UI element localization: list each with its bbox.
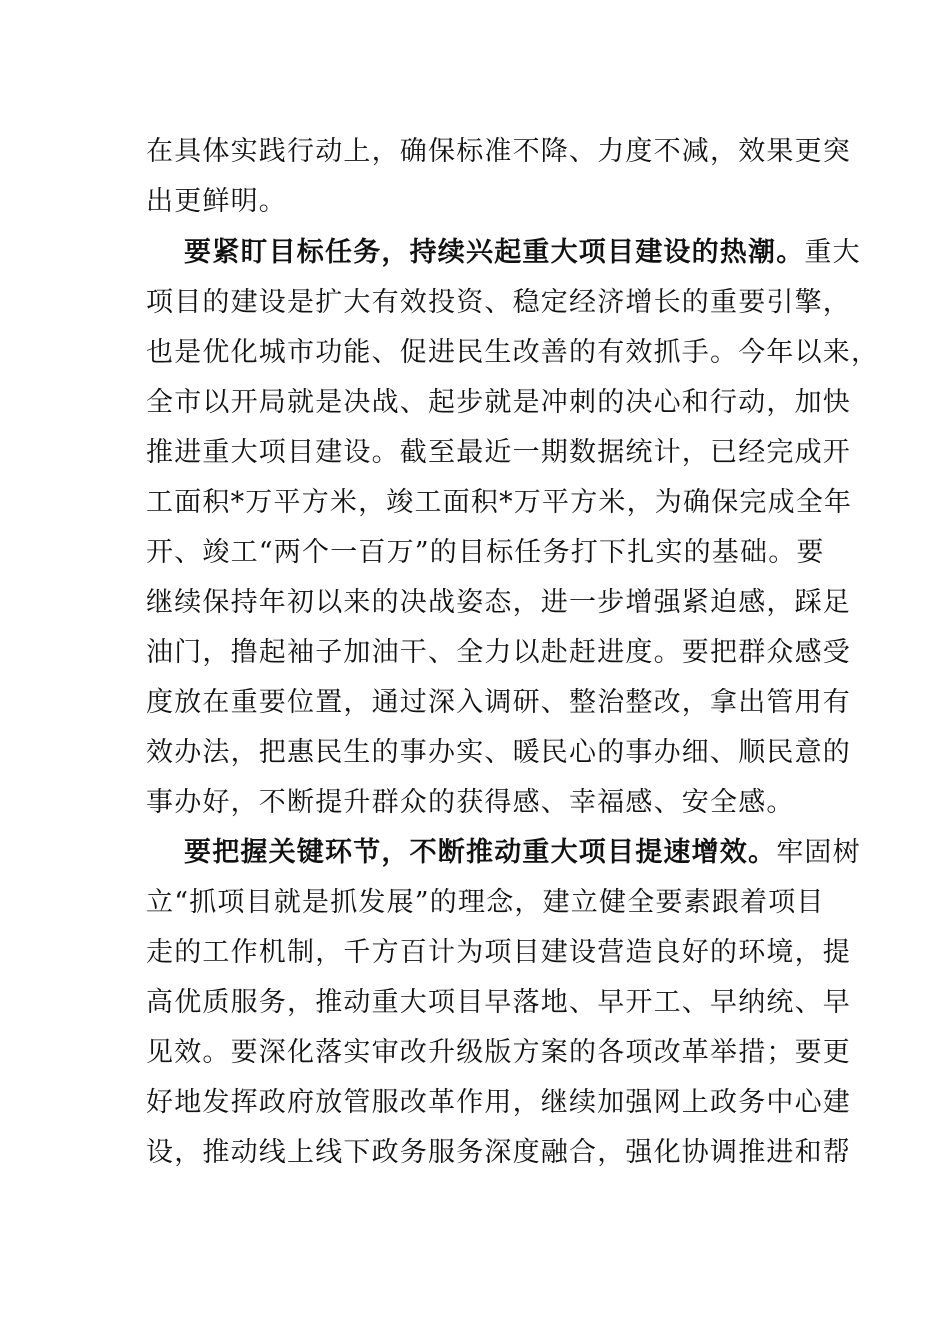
paragraph-line: 见效。要深化落实审改升级版方案的各项改革举措；要更 [146,1037,851,1068]
paragraph-line: 走的工作机制，千方百计为项目建设营造良好的环境，提 [146,937,851,968]
section-1-first-line [184,233,861,273]
paragraph-line: 高优质服务，推动重大项目早落地、早开工、早纳统、早 [146,987,851,1018]
paragraph-line: 立“抓项目就是抓发展”的理念，建立健全要素跟着项目 [146,887,825,918]
paragraph-line: 度放在重要位置，通过深入调研、整治整改，拿出管用有 [146,687,851,718]
paragraph-line: 继续保持年初以来的决战姿态，进一步增强紧迫感，踩足 [146,587,851,618]
paragraph-line: 效办法，把惠民生的事办实、暖民心的事办细、顺民意的 [146,737,851,768]
paragraph-line: 设，推动线上线下政务服务深度融合，强化协调推进和帮 [146,1137,851,1168]
paragraph-line: 推进重大项目建设。截至最近一期数据统计，已经完成开 [146,437,851,468]
section-1-first-line-text: 重大 [804,237,861,268]
paragraph-line: 工面积*万平方米，竣工面积*万平方米，为确保完成全年 [146,487,853,518]
paragraph-line: 全市以开局就是决战、起步就是冲刺的决心和行动，加快 [146,387,851,418]
paragraph-line: 事办好，不断提升群众的获得感、幸福感、安全感。 [146,787,795,818]
section-1-heading: 要紧盯目标任务，持续兴起重大项目建设的热潮。 [184,237,805,268]
paragraph-line: 出更鲜明。 [146,186,287,217]
section-2-heading: 要把握关键环节，不断推动重大项目提速增效。 [184,837,777,868]
section-2-first-line-text: 牢固树 [776,837,861,868]
paragraph-line: 油门，撸起袖子加油干、全力以赴赶进度。要把群众感受 [146,637,851,668]
paragraph-line: 项目的建设是扩大有效投资、稳定经济增长的重要引擎， [146,287,851,318]
paragraph-line: 在具体实践行动上，确保标准不降、力度不减，效果更突 [146,136,851,167]
paragraph-line: 也是优化城市功能、促进民生改善的有效抓手。今年以来， [146,337,880,368]
paragraph-line: 开、竣工“两个一百万”的目标任务打下扎实的基础。要 [146,537,825,568]
paragraph-line: 好地发挥政府放管服改革作用，继续加强网上政务中心建 [146,1087,851,1118]
section-2-first-line [184,833,861,873]
